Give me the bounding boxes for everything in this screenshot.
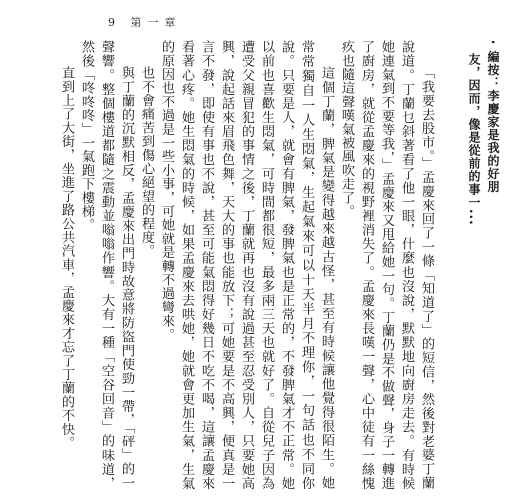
- side-note: [440, 40, 502, 340]
- paragraph-2: 這個丁蘭，脾氣是變得越來越古怪，甚至有時候讓他覺得很陌生。她常常獨自一人生悶氣，生起氣來可以十天半月不理你，一句話也不同你說。只要是人，就會有脾氣，發脾氣也是正常的，不發脾氣才不正常。她以前也喜歡生悶氣，可時間都很短，最多兩三天也就好了。自從兒子因為遭受父親冒犯的事情之後，丁蘭就再也沒有說過甚至忍受別人，只要她高興，說起話來眉飛色舞，天大的事也能放下；可她要是不高興，便真是一言不發，即使有事也不說，甚至可能氣悶得好幾日不吃不喝，這讓孟慶來看著心疼。她生悶氣的時候，如果孟慶來去哄她，她就會更加生氣，生氣的原因也不過是一些小事，可她就是轉不過彎來。: [159, 40, 334, 490]
- paragraph-5: 直到上了大街，坐進了路公共汽車，孟慶來才忘了丁蘭的不快。: [59, 66, 74, 450]
- body-text: [22, 40, 436, 490]
- paragraph-4: 與丁蘭的沉默相反，孟慶來出門時故意將防盜門使勁一帶，「砰」的一聲響。整個樓道都隨之震動並嗡嗡作響。大有一種「空谷回音」的味道，然後「咚咚咚」一氣跑下樓梯。: [79, 40, 134, 490]
- paragraph-3: 也不會痛苦到傷心絕望的程度。: [139, 66, 154, 259]
- paragraph-1: 「我要去股市。」孟慶來回了一條「知道了」的短信，然後對老婆丁蘭說道。丁蘭乜斜著看了他一眼，什麼也沒說，默默地向廚房走去。有時候她連氣到不要等我，」孟慶來又甩給她一句。丁蘭仍是不做聲，身子一轉進了廚房，就從孟慶來的視野裡消失了。孟慶來長嘆一聲，心中徒有一絲愧疚也隨這聲嘆氣被風吹走了。: [339, 40, 434, 490]
- chapter-title: 第一章: [130, 16, 182, 29]
- page-header: [108, 14, 182, 30]
- side-note-line-1: ‧ 編按：李慶家是我的好朋: [486, 40, 500, 194]
- side-note-line-2: 友，因而，像是從前的事一...: [467, 53, 481, 226]
- side-note-text: [464, 40, 502, 226]
- page-number: 9: [108, 16, 119, 29]
